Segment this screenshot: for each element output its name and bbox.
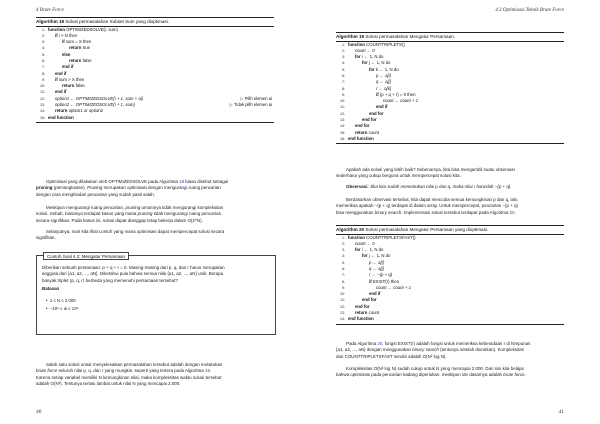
line-number: 13: xyxy=(40,103,45,108)
line-number: 4: xyxy=(342,254,345,259)
line-code: end for xyxy=(369,110,384,116)
paragraph-better-solution: Apakah ada solusi yang lebih baik? Sebenarnya, kita bisa mengambil suatu observasi sederhana yang cukup berguna untuk mempercepat solusi kita. xyxy=(336,167,515,179)
paragraph-observation: Observasi: Jika kita sudah menentukan nilai p dan q, maka nilai r haruslah −(p + q). xyxy=(346,184,512,189)
line-code: r ← a[k] xyxy=(376,85,392,91)
algorithm-caption: Algorithm 20 Solusi permasalahan Mengatur Persamaan yang dioptimasi. xyxy=(336,226,564,235)
line-code: return count xyxy=(355,129,380,135)
line-number: 9: xyxy=(342,285,345,290)
line-code: end for xyxy=(355,303,370,309)
line-number: 12: xyxy=(340,304,345,309)
algorithm-body xyxy=(336,42,564,144)
line-number: 13: xyxy=(340,118,345,123)
line-code: end if xyxy=(369,291,381,297)
line-number: 10: xyxy=(340,99,345,104)
line-code: option1 ← OPTIMIZEDSOLVE(i + 1, sum + ai) xyxy=(55,95,144,101)
example-statement: Diberikan sebuah persamaan: p + q + r = 0. Masing-masing dari p, q, dan r harus merupakan anggota dari {a1, a2, ..., aN}. Diketahui pula bahwa semua nilai {a1, a2, ..., aN} unik. Berapa banyak triplet ⟨p, q, r⟩ berbeda yang memenuhi persamaan tersebut? xyxy=(42,265,225,283)
line-code: if sum > X then xyxy=(55,76,85,82)
line-number: 4: xyxy=(342,61,345,66)
line-number: 9: xyxy=(42,77,45,82)
line-number: 5: xyxy=(342,260,345,265)
line-code: p ← a[i] xyxy=(369,259,384,265)
line-number: 1: xyxy=(342,42,345,47)
line-code: end if xyxy=(55,70,67,76)
algorithm-line xyxy=(336,316,564,322)
paragraph-binary-search: Berdasarkan observasi tersebut, kita dapat mencoba semua kemungkinan p dan q, lalu memeriksa apakah −(p + q) terdapat di dalam array. Untuk mempercepat, pencarian −(p + q) bisa menggunakan binary search. Implementasi solusi tersebut terdapat pada Algoritma 20. xyxy=(336,197,518,215)
line-code: end if xyxy=(376,104,388,110)
line-code: else xyxy=(62,51,71,57)
line-number: 8: xyxy=(342,86,345,91)
line-code: count ← 0 xyxy=(355,47,375,53)
line-number: 11: xyxy=(340,298,345,303)
line-code: for j ← 1, N do xyxy=(362,60,391,66)
algorithm-body xyxy=(36,27,274,122)
line-number: 1: xyxy=(42,27,45,32)
algorithm-caption: Algorithm 18 Solusi permasalahan Subset Sum yang dioptimasi. xyxy=(36,18,274,27)
line-number: 15: xyxy=(40,115,45,120)
line-code: end if xyxy=(55,89,67,95)
paragraph-conclusion: Kompleksitas O(N² log N) sudah cukup untuk N yang mencapai 2.000. Dari sini kita belajar bahwa optimisasi pada pencarian kadang diperlukan, meskipun ide dasarnya adalah brute force. xyxy=(336,366,526,378)
line-code: count ← count + 1 xyxy=(376,284,411,290)
algorithm-line xyxy=(36,115,274,121)
line-code: option2 ← OPTIMIZEDSOLVE(i + 1, sum) xyxy=(55,102,135,108)
line-number: 5: xyxy=(42,52,45,57)
line-code: for i ← 1, N do xyxy=(355,247,384,253)
paragraph-pruning-complexity: Meskipun mengurangi ruang pencarian, pruning umumnya tidak mengurangi kompleksitas solusi. Sebab, biasanya terdapat kasus yang mana pruning tidak mengurangi ruang pencarian secara signifikan. Pada kasus ini, solusi dapat dianggap tetap bekerja dalam O(2^N). xyxy=(36,205,224,223)
line-code: count ← 0 xyxy=(355,240,375,246)
page-number: 41 xyxy=(558,409,564,415)
line-number: 7: xyxy=(342,273,345,278)
paragraph-intro-example: Selanjutnya, mari kita lihat contoh yang mana optimisasi dapat mempercepat solusi secara signifikan. xyxy=(36,229,225,241)
constraints-label: Batasan xyxy=(42,286,60,291)
line-code: end for xyxy=(362,297,377,303)
line-code: q ← a[j] xyxy=(376,79,391,85)
line-number: 3: xyxy=(42,40,45,45)
constraint-item: • −10⁵ ≤ ai ≤ 10⁵ xyxy=(46,306,79,311)
line-number: 7: xyxy=(42,65,45,70)
line-code: count ← count + 1 xyxy=(383,98,418,104)
line-code: end for xyxy=(355,123,370,129)
line-code: end function xyxy=(48,114,74,120)
algorithm-19 xyxy=(336,32,564,144)
paragraph-exist-function: Pada Algoritma 20, fungsi EXIST(r) adalah fungsi untuk memeriksa keberadaan r di himpunan {a1, a2, ..., aN} dengan menggunakan binary search (tentunya setelah diurutkan). Kompleksitas dari COUNTTRIPLETSFAST sendiri adalah O(N² log N). xyxy=(336,341,531,359)
line-code: r ← −(p + q) xyxy=(369,272,393,278)
line-number: 6: xyxy=(42,58,45,63)
algorithm-caption: Algorithm 19 Solusi permasalahan Mengatur Persamaan. xyxy=(336,33,564,42)
line-number: 14: xyxy=(40,109,45,114)
line-code: p ← a[i] xyxy=(376,72,391,78)
line-code: end function xyxy=(348,135,374,141)
example-box xyxy=(36,255,276,335)
algorithm-line xyxy=(336,136,564,142)
line-code: end function xyxy=(348,316,374,322)
line-number: 6: xyxy=(342,266,345,271)
line-number: 16: xyxy=(340,136,345,141)
line-number: 2: xyxy=(42,33,45,38)
algorithm-20 xyxy=(336,225,564,325)
line-number: 2: xyxy=(342,48,345,53)
line-code: if EXIST(r) then xyxy=(369,278,400,284)
line-code: return option1 or option2 xyxy=(55,108,104,114)
line-code: function COUNTTRIPLETS() xyxy=(348,41,405,47)
line-comment: ▷ Tidak pilih elemen ai xyxy=(229,102,272,108)
line-number: 14: xyxy=(340,317,345,322)
line-number: 10: xyxy=(40,84,45,89)
line-code: function COUNTTRIPLETSFAST() xyxy=(348,234,416,240)
right-page xyxy=(300,0,600,424)
line-number: 8: xyxy=(342,279,345,284)
running-header: 4.3 Optimisasi Teknik Brute Force xyxy=(495,8,564,13)
line-number: 5: xyxy=(342,67,345,72)
line-number: 3: xyxy=(342,55,345,60)
line-number: 6: xyxy=(342,73,345,78)
line-number: 9: xyxy=(342,92,345,97)
line-code: end if xyxy=(62,64,74,70)
line-number: 2: xyxy=(342,241,345,246)
line-code: if (p + q + r) = 0 then xyxy=(376,91,416,97)
line-number: 13: xyxy=(340,311,345,316)
line-code: function OPTIMIZEDSOLVE(i, sum) xyxy=(48,26,118,32)
line-number: 4: xyxy=(42,46,45,51)
line-number: 12: xyxy=(40,96,45,101)
line-code: return count xyxy=(355,310,380,316)
line-code: end for xyxy=(362,117,377,123)
example-title: Contoh Soal 4.2: Mengatur Persamaan xyxy=(43,252,129,260)
line-number: 11: xyxy=(40,90,45,95)
line-number: 11: xyxy=(340,105,345,110)
algorithm-18 xyxy=(36,17,274,123)
line-number: 1: xyxy=(342,235,345,240)
line-number: 3: xyxy=(342,248,345,253)
line-code: if sum = X then xyxy=(62,39,92,45)
algorithm-body xyxy=(336,235,564,324)
page-number: 40 xyxy=(36,409,42,415)
line-comment: ▷ Pilih elemen ai xyxy=(240,95,272,101)
line-code: for k ← 1, N do xyxy=(369,66,399,72)
line-code: for i ← 1, N do xyxy=(355,54,384,60)
line-code: return false xyxy=(62,83,85,89)
paragraph-pruning: Optimisasi yang dilakukan oleh OPTIMIZEDSOLVE pada Algoritma 18 biasa disebut sebagai pruning (pemangkasan). Pruning merupakan optimisasi dengan mengurangi ruang pencarian dengan cara menghindari pencarian yang sudah pasti salah. xyxy=(36,179,229,197)
line-number: 7: xyxy=(342,80,345,85)
constraint-item: • 1 ≤ N ≤ 2.000 xyxy=(46,298,76,303)
line-number: 8: xyxy=(42,71,45,76)
line-code: return true xyxy=(69,45,91,51)
line-number: 12: xyxy=(340,111,345,116)
line-code: q ← a[j] xyxy=(369,265,384,271)
line-number: 15: xyxy=(340,130,345,135)
line-code: if i > N then xyxy=(55,32,78,38)
running-header: 4 Brute Force xyxy=(36,8,64,13)
line-code: return false xyxy=(69,57,92,63)
line-number: 10: xyxy=(340,292,345,297)
line-number: 14: xyxy=(340,124,345,129)
line-code: for j ← 1, N do xyxy=(362,253,391,259)
paragraph-brute-force: Salah satu solusi untuk menyelesaikan permasalahan tersebut adalah dengan melakukan brute force seluruh nilai p, q, dan r yang mungkin, seperti yang tertera pada Algoritma 19. Karena setiap variabel memiliki N kemungkinan nilai, maka kompleksitas waktu solusi tersebut adalah O(N³). Tentunya terlalu lambat untuk nilai N yang mencapai 2.000. xyxy=(36,362,223,386)
